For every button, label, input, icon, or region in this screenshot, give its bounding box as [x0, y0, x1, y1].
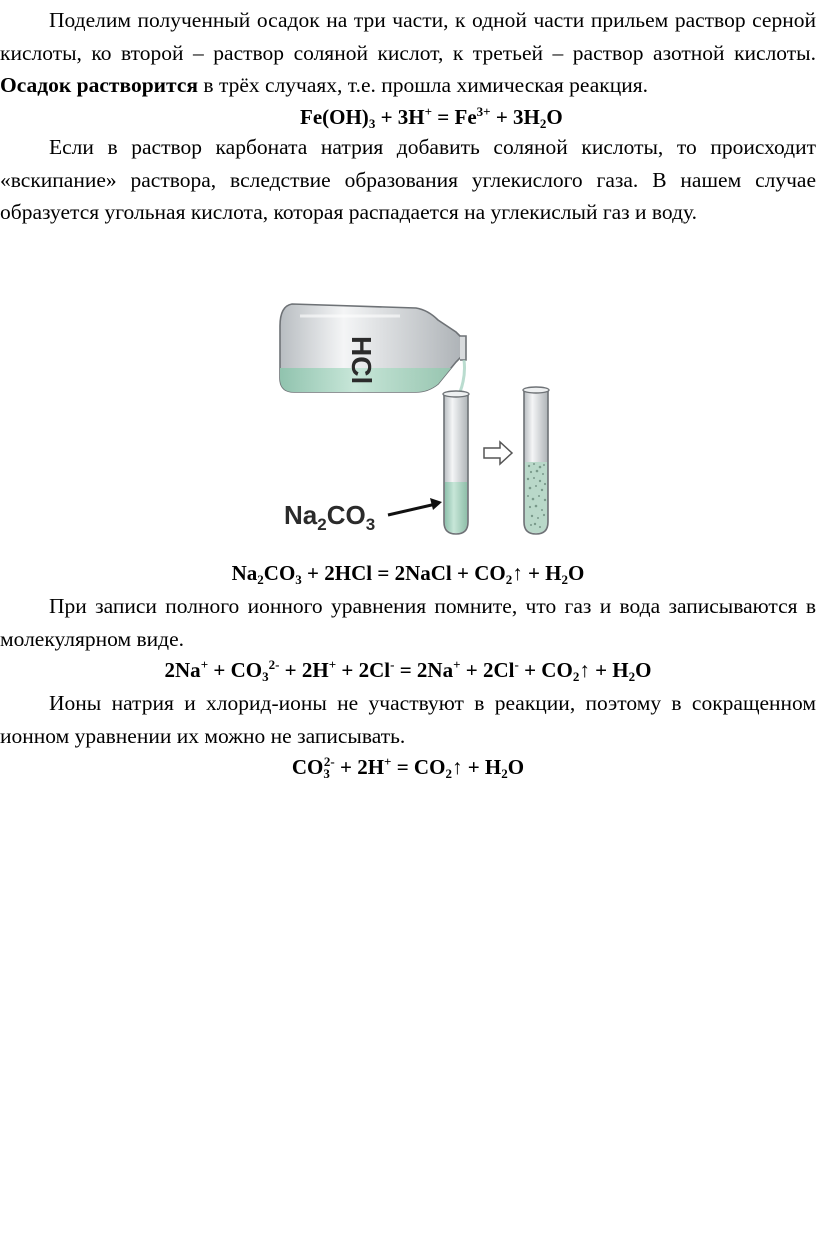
paragraph-text: Поделим полученный осадок на три части, к одной части прильем раствор серной кислоты, ко второй – раствор соляной кислот, к третьей – раствор азотной кислоты. — [0, 8, 816, 65]
test-tube-before — [443, 391, 469, 534]
equation-molecular: $Na_2CO_3 + 2HCl$ = 2NaCl + $CO_2↑ + H_2O$ — [231, 561, 585, 587]
equation-fe-oh3: $Fe(OH)_3 + 3H^+ = Fe^{3+} + 3H_2O$ — [300, 104, 563, 131]
paragraph-precipitate — [0, 4, 816, 102]
na2co3-label-group — [284, 498, 442, 534]
test-tube-after — [523, 387, 549, 534]
tube-label: $Na_2CO_3$ — [284, 500, 376, 534]
transition-arrow-icon — [484, 442, 512, 464]
paragraph-tail: в трёх случаях, т.е. прошла химическая реакция. — [203, 73, 648, 97]
paragraph-carbonate: Если в раствор карбоната натрия добавить соляной кислоты, то происходит «вскипание» раствора, вследствие образования углекислого газа. В нашем случае образуется угольная кислота, которая распадается на углекислый газ и воду. — [0, 135, 816, 224]
illustration-svg — [270, 296, 570, 541]
hcl-bottle — [278, 304, 468, 398]
paragraph-ionic-note: При записи полного ионного уравнения помните, что газ и вода записываются в молекулярном виде. — [0, 594, 816, 651]
paragraph-spectator-ions: Ионы натрия и хлорид-ионы не участвуют в реакции, поэтому в сокращенном ионном уравнении их можно не записывать. — [0, 691, 816, 748]
equation-full-ionic: $2Na^+ + CO_3^{2-} + 2H^+ + 2Cl^- = 2Na^+ + 2Cl^-$ + $CO_2↑ + H_2O$ — [164, 657, 652, 684]
equation-net-ionic: $CO_3^{2-} + 2H^+$ = $CO_2↑ + H_2O$ — [291, 754, 525, 781]
bottle-label: HCl — [346, 336, 377, 385]
arrow-head-icon — [430, 498, 442, 510]
reaction-illustration — [270, 296, 570, 541]
bold-phrase: Осадок растворится — [0, 73, 199, 97]
